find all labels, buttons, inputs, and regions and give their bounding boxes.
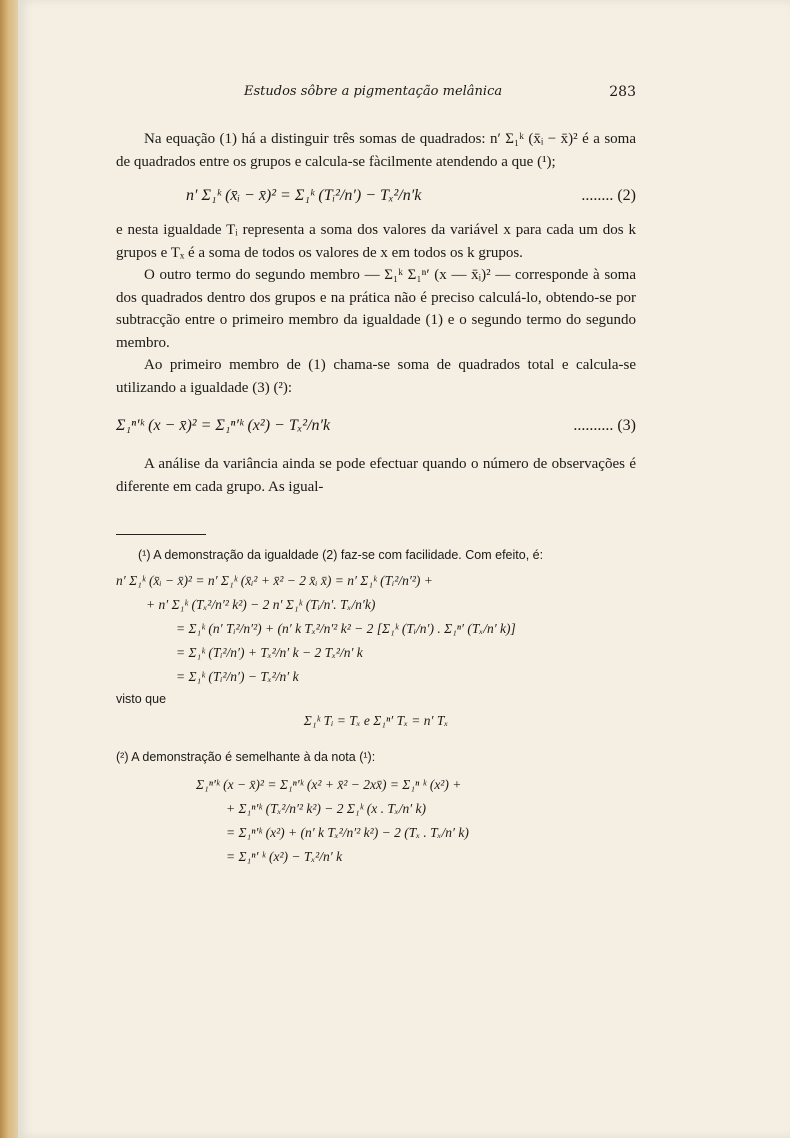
page-number: 283 [609, 84, 636, 100]
footnote-1-line: + n′ Σ₁ᵏ (Tₓ²/n′² k²) − 2 n′ Σ₁ᵏ (Tᵢ/n′. Tₓ/n′k) [146, 597, 376, 612]
equation-3-formula: Σ₁ⁿ′ᵏ (x − x̄)² = Σ₁ⁿ′ᵏ (x²) − Tₓ²/n′k [116, 417, 331, 434]
paragraph-2: e nesta igualdade Tᵢ representa a soma dos valores da variável x para cada um dos k grupos e Tₓ é a soma de todos os valores de x em todos os k grupos. [116, 222, 636, 261]
footnote-1-line: = Σ₁ᵏ (Tᵢ²/n′) − Tₓ²/n′ k [176, 669, 299, 684]
running-title: Estudos sôbre a pigmentação melânica [244, 84, 503, 99]
footnote-2-line: = Σ₁ⁿ′ ᵏ (x²) − Tₓ²/n′ k [226, 849, 343, 864]
footnote-2-intro: (²) A demonstração é semelhante à da nota (¹): [116, 750, 376, 764]
footnote-2-line: = Σ₁ⁿ′ᵏ (x²) + (n′ k Tₓ²/n′² k²) − 2 (Tₓ . Tₓ/n′ k) [226, 825, 469, 840]
footnote-1-line: = Σ₁ᵏ (Tᵢ²/n′) + Tₓ²/n′ k − 2 Tₓ²/n′ k [176, 645, 363, 660]
equation-2-label: ........ (2) [581, 187, 636, 204]
running-header [116, 78, 636, 106]
footnote-1-line: n′ Σ₁ᵏ (x̄ᵢ − x̄)² = n′ Σ₁ᵏ (x̄ᵢ² + x̄² − 2 x̄ᵢ x̄) = n′ Σ₁ᵏ (Tᵢ²/n′²) + [116, 573, 433, 588]
footnote-rule [116, 534, 206, 535]
paragraph-3: O outro termo do segundo membro — Σ₁ᵏ Σ₁ⁿ′ (x — x̄ᵢ)² — corresponde à soma dos quadrados dentro dos grupos e na prática não é preciso calculá-lo, obtendo-se por subtracção entre o primeiro membro da igualdade (1) e o segundo termo do segundo membro. [116, 267, 636, 351]
page-content [116, 78, 636, 869]
footnote-2-line: + Σ₁ⁿ′ᵏ (Tₓ²/n′² k²) − 2 Σ₁ᵏ (x . Tₓ/n′ k) [226, 801, 427, 816]
equation-2-formula: n′ Σ₁ᵏ (x̄ᵢ − x̄)² = Σ₁ᵏ (Tᵢ²/n′) − Tₓ²/n′k [186, 187, 422, 204]
footnote-1-intro: (¹) A demonstração da igualdade (2) faz-se com facilidade. Com efeito, é: [138, 548, 544, 562]
equation-3 [116, 417, 636, 435]
footnote-1-conclusion: Σ₁ᵏ Tᵢ = Tₓ e Σ₁ⁿ′ Tₓ = n′ Tₓ [303, 713, 449, 728]
footnote-2-line: Σ₁ⁿ′ᵏ (x − x̄)² = Σ₁ⁿ′ᵏ (x² + x̄² − 2xx̄) = Σ₁ⁿ ᵏ (x²) + [196, 777, 462, 792]
paragraph-5: A análise da variância ainda se pode efectuar quando o número de observações é diferente em cada grupo. As igual- [116, 456, 636, 495]
footnote-1-line: = Σ₁ᵏ (n′ Tᵢ²/n′²) + (n′ k Tₓ²/n′² k² − 2 [Σ₁ᵏ (Tᵢ/n′) . Σ₁ⁿ′ (Tₓ/n′ k)] [176, 621, 516, 636]
equation-3-label: .......... (3) [573, 417, 636, 434]
equation-2 [186, 187, 636, 205]
paragraph-1: Na equação (1) há a distinguir três somas de quadrados: n′ Σ₁ᵏ (x̄ᵢ − x̄)² é a soma de quadrados entre os grupos e calcula-se fàcilmente atendendo a que (¹); [116, 131, 636, 170]
book-page [18, 0, 790, 1138]
footnote-1-visto: visto que [116, 692, 167, 706]
paragraph-4: Ao primeiro membro de (1) chama-se soma de quadrados total e calcula-se utilizando a igualdade (3) (²): [116, 357, 636, 396]
